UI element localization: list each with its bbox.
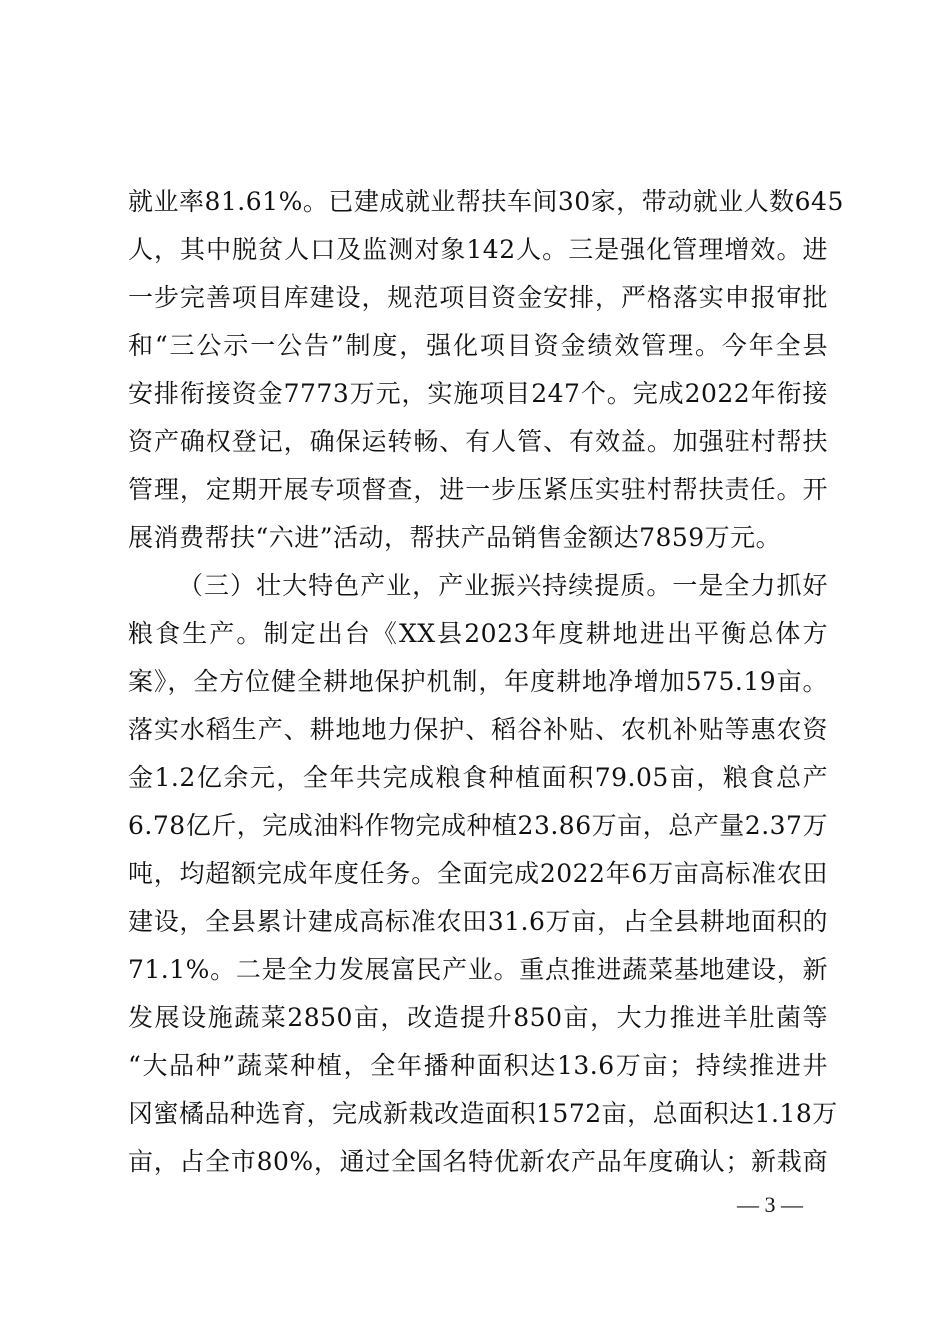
text-line: 展消费帮扶“六进”活动，帮扶产品销售金额达7859万元。	[128, 523, 782, 552]
text-line: 6.78亿斤，完成油料作物完成种植23.86万亩，总产量2.37万	[128, 811, 828, 840]
text-line: 资产确权登记，确保运转畅、有人管、有效益。加强驻村帮扶	[128, 427, 828, 456]
text-line: 管理，定期开展专项督查，进一步压紧压实驻村帮扶责任。开	[128, 475, 828, 504]
text-line: “大品种”蔬菜种植，全年播种面积达13.6万亩；持续推进井	[128, 1051, 828, 1080]
text-line: 人，其中脱贫人口及监测对象142人。三是强化管理增效。进	[128, 235, 828, 264]
page-number: — 3 —	[737, 1192, 803, 1217]
text-line: 粮食生产。制定出台《XX县2023年度耕地进出平衡总体方	[128, 619, 828, 648]
text-line: 和“三公示一公告”制度，强化项目资金绩效管理。今年全县	[128, 331, 828, 360]
body-text	[128, 178, 844, 1186]
text-line: 落实水稻生产、耕地地力保护、稻谷补贴、农机补贴等惠农资	[128, 715, 828, 744]
text-line: 安排衔接资金7773万元，实施项目247个。完成2022年衔接	[128, 379, 828, 408]
text-line: 案》，全方位健全耕地保护机制，年度耕地净增加575.19亩。	[128, 667, 828, 696]
text-line: 建设，全县累计建成高标准农田31.6万亩，占全县耕地面积的	[128, 907, 828, 936]
text-line: 71.1%。二是全力发展富民产业。重点推进蔬菜基地建设，新	[128, 955, 828, 984]
text-line: 发展设施蔬菜2850亩，改造提升850亩，大力推进羊肚菌等	[128, 1003, 828, 1032]
section-heading-line: （三）壮大特色产业，产业振兴持续提质。一是全力抓好	[178, 571, 828, 600]
text-line: 吨，均超额完成年度任务。全面完成2022年6万亩高标准农田	[128, 859, 828, 888]
text-line: 亩，占全市80%，通过全国名特优新农产品年度确认；新栽商	[128, 1147, 828, 1176]
text-line: 金1.2亿余元，全年共完成粮食种植面积79.05亩，粮食总产	[128, 763, 828, 792]
text-line: 冈蜜橘品种选育，完成新栽改造面积1572亩，总面积达1.18万	[128, 1099, 838, 1128]
text-line: 一步完善项目库建设，规范项目资金安排，严格落实申报审批	[128, 283, 828, 312]
text-line: 就业率81.61%。已建成就业帮扶车间30家，带动就业人数645	[128, 187, 844, 216]
